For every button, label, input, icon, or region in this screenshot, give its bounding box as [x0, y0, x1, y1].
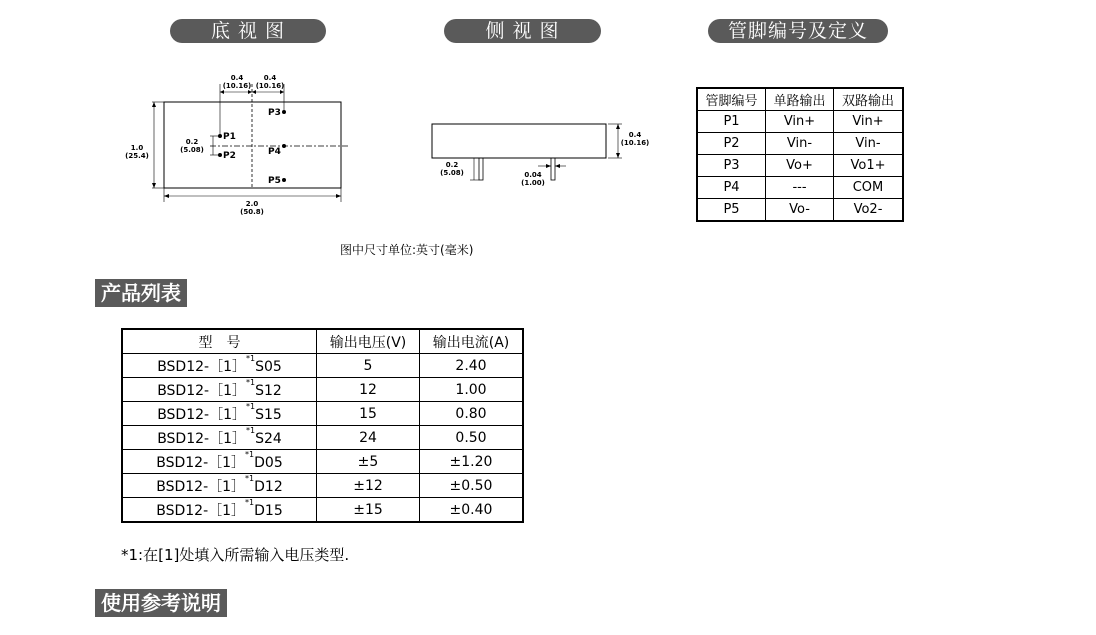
current-cell: 1.00 [420, 378, 524, 402]
table-row [122, 474, 523, 498]
dim-label: (25.4) [125, 152, 149, 160]
dim-label: (50.8) [240, 208, 264, 216]
pin-number: P4 [697, 177, 766, 199]
pin-p5-dot [282, 178, 286, 182]
footnote: *1:在[1]处填入所需输入电压类型. [121, 546, 350, 564]
pin-definition-header: 管脚编号及定义 [708, 19, 888, 43]
table-row [697, 177, 903, 199]
table-row [122, 378, 523, 402]
dim-label: (5.08) [440, 169, 464, 177]
pin-label-p4: P4 [268, 147, 281, 157]
dim-label: 0.2 [185, 138, 199, 146]
dim-label: 0.04 [524, 171, 542, 179]
pin-label-p5: P5 [268, 176, 281, 186]
table-row [122, 354, 523, 378]
voltage-cell: ±15 [317, 498, 420, 523]
table-header-row [122, 329, 523, 354]
dual-output: COM [834, 177, 904, 199]
dim-label: 1.0 [130, 144, 144, 152]
current-cell: 0.80 [420, 402, 524, 426]
pin-number: P2 [697, 133, 766, 155]
voltage-cell: 24 [317, 426, 420, 450]
model-cell: BSD12-［1］$^{*1}$D15 [122, 498, 317, 523]
table-row [122, 498, 523, 523]
model-cell: BSD12-［1］$^{*1}$S12 [122, 378, 317, 402]
usage-reference-title: 使用参考说明 [95, 589, 227, 617]
dual-output: Vo2- [834, 199, 904, 222]
model-cell: BSD12-［1］$^{*1}$S15 [122, 402, 317, 426]
dual-output: Vin+ [834, 111, 904, 133]
dim-label: (1.00) [521, 179, 545, 187]
dim-label: 0.4 [628, 131, 642, 139]
single-output: --- [766, 177, 834, 199]
voltage-cell: 12 [317, 378, 420, 402]
pin-number: P1 [697, 111, 766, 133]
voltage-header: 输出电压(V) [317, 329, 420, 354]
pin-p4-dot [282, 144, 286, 148]
dim-label: (10.16) [222, 82, 252, 90]
voltage-cell: ±5 [317, 450, 420, 474]
table-header-row [697, 88, 903, 111]
dim-label: 0.4 [263, 74, 277, 82]
model-cell: BSD12-［1］$^{*1}$S24 [122, 426, 317, 450]
product-table [121, 328, 524, 523]
bottom-view-header: 底 视 图 [170, 19, 326, 43]
units-note: 图中尺寸单位:英寸(毫米) [340, 243, 474, 257]
pin-side-left [479, 158, 483, 180]
pin-table-header: 单路输出 [766, 88, 834, 111]
side-view-drawing [430, 110, 660, 190]
table-row [697, 155, 903, 177]
table-row [122, 450, 523, 474]
current-cell: ±0.40 [420, 498, 524, 523]
dim-label: 2.0 [245, 200, 259, 208]
dual-output: Vin- [834, 133, 904, 155]
bottom-view-drawing [120, 70, 360, 220]
pin-table-header: 双路输出 [834, 88, 904, 111]
pin-number: P3 [697, 155, 766, 177]
table-row [122, 426, 523, 450]
voltage-cell: 5 [317, 354, 420, 378]
model-cell: BSD12-［1］$^{*1}$D12 [122, 474, 317, 498]
pin-label-p3: P3 [268, 108, 281, 118]
current-cell: 2.40 [420, 354, 524, 378]
current-cell: ±0.50 [420, 474, 524, 498]
pin-label-p1: P1 [223, 132, 236, 142]
current-header: 输出电流(A) [420, 329, 524, 354]
table-row [697, 199, 903, 222]
dim-label: (10.16) [620, 139, 650, 147]
single-output: Vo- [766, 199, 834, 222]
single-output: Vin+ [766, 111, 834, 133]
model-header: 型 号 [122, 329, 317, 354]
pin-p3-dot [282, 110, 286, 114]
table-row [697, 133, 903, 155]
current-cell: 0.50 [420, 426, 524, 450]
product-list-title: 产品列表 [95, 279, 187, 307]
pin-number: P5 [697, 199, 766, 222]
pin-table-header: 管脚编号 [697, 88, 766, 111]
side-view-header: 侧 视 图 [444, 19, 601, 43]
table-row [122, 402, 523, 426]
single-output: Vin- [766, 133, 834, 155]
dim-label: 0.2 [445, 161, 459, 169]
pin-definition-table [696, 87, 904, 222]
pin-label-p2: P2 [223, 151, 236, 161]
voltage-cell: 15 [317, 402, 420, 426]
model-cell: BSD12-［1］$^{*1}$D05 [122, 450, 317, 474]
current-cell: ±1.20 [420, 450, 524, 474]
module-outline-side [432, 124, 606, 158]
pin-side-right [551, 158, 555, 180]
dim-label: (10.16) [255, 82, 285, 90]
single-output: Vo+ [766, 155, 834, 177]
dim-label: (5.08) [180, 146, 204, 154]
model-cell: BSD12-［1］$^{*1}$S05 [122, 354, 317, 378]
dual-output: Vo1+ [834, 155, 904, 177]
table-row [697, 111, 903, 133]
dim-label: 0.4 [230, 74, 244, 82]
voltage-cell: ±12 [317, 474, 420, 498]
